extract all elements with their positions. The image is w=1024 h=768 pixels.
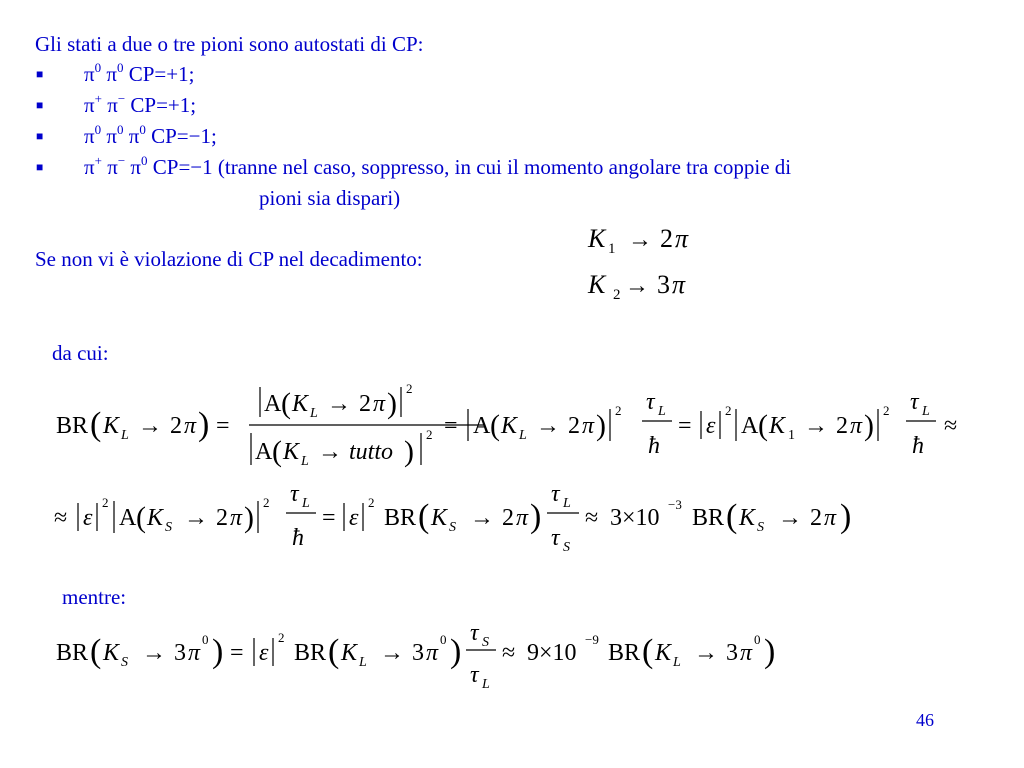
svg-text:≈: ≈ bbox=[585, 505, 599, 531]
svg-text:): ) bbox=[244, 501, 254, 534]
svg-text:2: 2 bbox=[568, 413, 580, 439]
svg-text:ħ: ħ bbox=[648, 433, 660, 459]
svg-text:): ) bbox=[450, 633, 462, 670]
svg-text:→: → bbox=[536, 413, 560, 439]
svg-text:K: K bbox=[588, 224, 606, 253]
svg-text:S: S bbox=[449, 520, 456, 535]
svg-text:): ) bbox=[864, 409, 874, 442]
svg-text:(: ( bbox=[136, 501, 146, 534]
svg-text:L: L bbox=[482, 677, 490, 692]
svg-text:1: 1 bbox=[788, 428, 795, 443]
svg-text:π: π bbox=[184, 413, 197, 439]
svg-text:=: = bbox=[216, 413, 230, 439]
svg-text:2: 2 bbox=[725, 403, 732, 418]
svg-text:2: 2 bbox=[359, 391, 371, 417]
svg-text:1: 1 bbox=[608, 241, 616, 257]
svg-text:(: ( bbox=[490, 409, 500, 442]
bullet-icon: ■ bbox=[36, 98, 44, 112]
svg-text:π: π bbox=[373, 391, 386, 417]
svg-text:ε: ε bbox=[83, 505, 93, 531]
svg-text:L: L bbox=[922, 404, 930, 419]
svg-text:): ) bbox=[198, 406, 210, 443]
svg-text:π: π bbox=[675, 224, 689, 253]
svg-text:BR: BR bbox=[608, 640, 641, 666]
svg-text:τ: τ bbox=[290, 485, 299, 507]
svg-text:K: K bbox=[501, 413, 518, 439]
svg-text:π: π bbox=[230, 505, 243, 531]
bullet-icon: ■ bbox=[36, 67, 44, 81]
svg-text:L: L bbox=[302, 496, 310, 511]
svg-text:τ: τ bbox=[910, 389, 919, 415]
svg-text:→: → bbox=[380, 640, 404, 666]
svg-text:→: → bbox=[694, 640, 718, 666]
svg-text:π: π bbox=[850, 413, 863, 439]
svg-text:(: ( bbox=[758, 409, 768, 442]
svg-text:→: → bbox=[470, 505, 494, 531]
svg-text:S: S bbox=[165, 520, 172, 535]
svg-text:9×10: 9×10 bbox=[527, 640, 577, 666]
svg-text:): ) bbox=[596, 409, 606, 442]
svg-text:K: K bbox=[769, 413, 786, 439]
page-number: 46 bbox=[916, 710, 934, 730]
svg-text:τ: τ bbox=[551, 525, 560, 551]
svg-text:K: K bbox=[431, 505, 448, 531]
svg-text:→: → bbox=[327, 391, 351, 417]
svg-text:π: π bbox=[426, 640, 439, 666]
svg-text:τ: τ bbox=[470, 620, 479, 646]
bullet-icon: ■ bbox=[36, 129, 44, 143]
svg-text:): ) bbox=[764, 633, 776, 670]
svg-text:π: π bbox=[740, 640, 753, 666]
svg-text:ħ: ħ bbox=[912, 433, 924, 459]
svg-text:L: L bbox=[121, 428, 129, 443]
svg-text:2: 2 bbox=[216, 505, 228, 531]
intro-text: Gli stati a due o tre pioni sono autostati di CP: bbox=[35, 32, 424, 56]
equation-3 bbox=[50, 620, 810, 700]
svg-text:→: → bbox=[804, 413, 828, 439]
bullet-item: $\pi^0$ $\pi^0$ $\pi^0$ CP=−1; bbox=[84, 122, 217, 148]
svg-text:BR: BR bbox=[56, 640, 89, 666]
svg-text:A: A bbox=[473, 413, 491, 439]
svg-text:K: K bbox=[341, 640, 358, 666]
svg-text:): ) bbox=[212, 633, 224, 670]
svg-text:2: 2 bbox=[278, 630, 285, 645]
svg-text:→: → bbox=[142, 640, 166, 666]
svg-text:→: → bbox=[318, 439, 342, 465]
equation-1 bbox=[50, 375, 980, 475]
svg-text:=: = bbox=[322, 505, 336, 531]
svg-text:→: → bbox=[625, 273, 649, 299]
svg-text:(: ( bbox=[90, 406, 102, 443]
svg-text:L: L bbox=[310, 406, 318, 421]
svg-text:K: K bbox=[103, 413, 120, 439]
svg-text:L: L bbox=[301, 454, 309, 469]
svg-text:2: 2 bbox=[810, 505, 822, 531]
svg-text:BR: BR bbox=[294, 640, 327, 666]
svg-text:→: → bbox=[628, 227, 652, 253]
svg-text:L: L bbox=[359, 655, 367, 670]
decay-equations bbox=[580, 215, 720, 305]
svg-text:→: → bbox=[184, 505, 208, 531]
bullet-icon: ■ bbox=[36, 160, 44, 174]
svg-text:): ) bbox=[404, 435, 414, 468]
svg-text:S: S bbox=[121, 655, 128, 670]
svg-text:L: L bbox=[673, 655, 681, 670]
svg-text:π: π bbox=[516, 505, 529, 531]
svg-text:0: 0 bbox=[754, 632, 761, 647]
svg-text:(: ( bbox=[90, 633, 102, 670]
svg-text:K: K bbox=[103, 640, 120, 666]
svg-text:π: π bbox=[824, 505, 837, 531]
svg-text:2: 2 bbox=[426, 427, 433, 442]
svg-text:L: L bbox=[658, 404, 666, 419]
svg-text:K: K bbox=[283, 439, 300, 465]
svg-text:2: 2 bbox=[263, 495, 270, 510]
svg-text:K: K bbox=[655, 640, 672, 666]
svg-text:): ) bbox=[387, 387, 397, 420]
svg-text:ε: ε bbox=[706, 413, 716, 439]
svg-text:τ: τ bbox=[646, 389, 655, 415]
svg-text:K: K bbox=[588, 270, 606, 299]
svg-text:(: ( bbox=[272, 435, 282, 468]
svg-text:2: 2 bbox=[368, 495, 375, 510]
svg-text:2: 2 bbox=[883, 403, 890, 418]
svg-text:2: 2 bbox=[660, 224, 673, 253]
svg-text:3: 3 bbox=[412, 640, 424, 666]
svg-text:→: → bbox=[138, 413, 162, 439]
da-cui-label: da cui: bbox=[52, 341, 109, 365]
svg-text:2: 2 bbox=[170, 413, 182, 439]
svg-text:A: A bbox=[119, 505, 137, 531]
bullet-note: (tranne nel caso, soppresso, in cui il momento angolare tra coppie di bbox=[217, 155, 792, 179]
svg-text:tutto: tutto bbox=[349, 439, 394, 465]
svg-text:2: 2 bbox=[613, 287, 621, 303]
svg-text:3: 3 bbox=[174, 640, 186, 666]
svg-text:ε: ε bbox=[349, 505, 359, 531]
svg-text:K: K bbox=[147, 505, 164, 531]
svg-text:=: = bbox=[230, 640, 244, 666]
svg-text:→: → bbox=[778, 505, 802, 531]
svg-text:(: ( bbox=[281, 387, 291, 420]
svg-text:=: = bbox=[444, 413, 458, 439]
equation-2 bbox=[50, 485, 880, 565]
svg-text:3: 3 bbox=[657, 270, 670, 299]
svg-text:−9: −9 bbox=[585, 632, 599, 647]
svg-text:BR: BR bbox=[384, 505, 417, 531]
svg-text:0: 0 bbox=[440, 632, 447, 647]
svg-text:S: S bbox=[563, 540, 570, 555]
svg-text:≈: ≈ bbox=[54, 505, 68, 531]
svg-text:2: 2 bbox=[102, 495, 109, 510]
svg-text:2: 2 bbox=[836, 413, 848, 439]
bullet-item: π+ π− $\pi^0$ CP=−1 (tranne nel caso, soppresso, in cui il momento angolare tra coppie di bbox=[84, 153, 792, 179]
svg-text:): ) bbox=[530, 498, 542, 535]
bullet-item: π+ π− CP=+1; bbox=[84, 91, 197, 117]
svg-text:0: 0 bbox=[202, 632, 209, 647]
svg-text:): ) bbox=[840, 498, 852, 535]
svg-text:π: π bbox=[582, 413, 595, 439]
svg-text:BR: BR bbox=[56, 413, 89, 439]
svg-text:2: 2 bbox=[406, 381, 413, 396]
svg-text:=: = bbox=[678, 413, 692, 439]
svg-text:2: 2 bbox=[502, 505, 514, 531]
svg-text:BR: BR bbox=[692, 505, 725, 531]
svg-text:K: K bbox=[739, 505, 756, 531]
bullet-item: $\pi^0$ $\pi^0$ CP=+1; bbox=[84, 60, 195, 86]
svg-text:≈: ≈ bbox=[502, 640, 516, 666]
svg-text:−3: −3 bbox=[668, 497, 682, 512]
no-violation-text: Se non vi è violazione di CP nel decadimento: bbox=[35, 247, 423, 271]
bullet-note-cont: pioni sia dispari) bbox=[259, 186, 401, 210]
svg-text:ħ: ħ bbox=[292, 525, 304, 551]
svg-text:L: L bbox=[519, 428, 527, 443]
svg-text:A: A bbox=[741, 413, 759, 439]
svg-text:(: ( bbox=[642, 633, 654, 670]
svg-text:A: A bbox=[255, 439, 273, 465]
mentre-label: mentre: bbox=[62, 585, 127, 609]
svg-text:≈: ≈ bbox=[944, 413, 958, 439]
svg-text:A: A bbox=[264, 391, 282, 417]
svg-text:L: L bbox=[563, 496, 571, 511]
svg-text:2: 2 bbox=[615, 403, 622, 418]
svg-text:π: π bbox=[672, 270, 686, 299]
svg-text:π: π bbox=[188, 640, 201, 666]
svg-text:(: ( bbox=[328, 633, 340, 670]
svg-text:S: S bbox=[482, 635, 489, 650]
svg-text:3×10: 3×10 bbox=[610, 505, 660, 531]
svg-text:τ: τ bbox=[551, 485, 560, 507]
svg-text:(: ( bbox=[418, 498, 430, 535]
svg-text:ε: ε bbox=[259, 640, 269, 666]
svg-text:S: S bbox=[757, 520, 764, 535]
svg-text:(: ( bbox=[726, 498, 738, 535]
svg-text:τ: τ bbox=[470, 662, 479, 688]
svg-text:3: 3 bbox=[726, 640, 738, 666]
svg-text:K: K bbox=[292, 391, 309, 417]
